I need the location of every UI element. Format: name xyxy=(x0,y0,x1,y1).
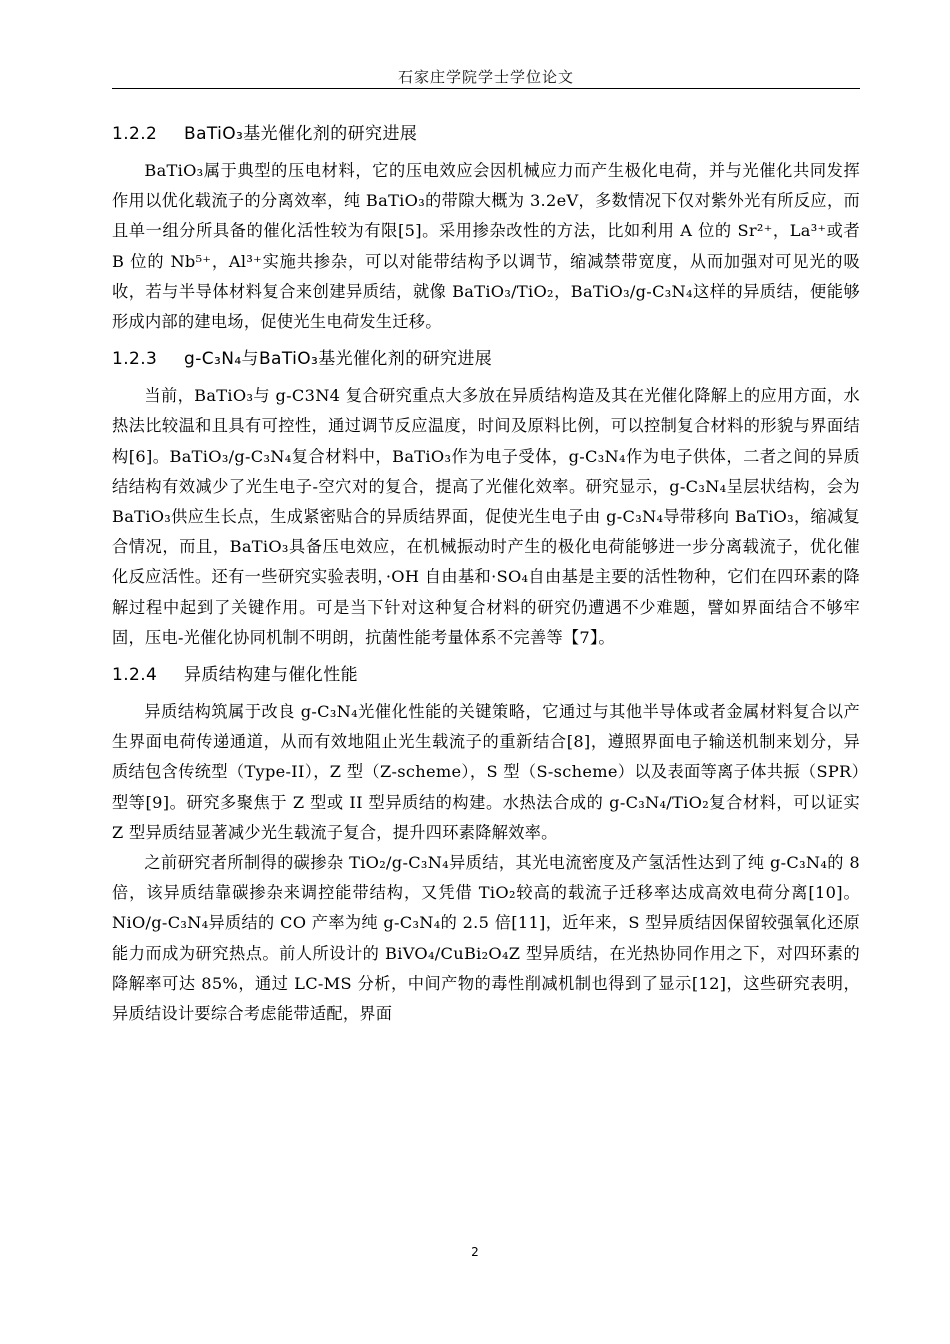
paragraph: 当前，BaTiO₃与 g‐C3N4 复合研究重点大多放在异质结构造及其在光催化降解上的应用方面，水热法比较温和且具有可控性，通过调节反应温度，时间及原料比例，可以控制复合材料的形貌与界面结构[6]。BaTiO₃/g-C₃N₄复合材料中，BaTiO₃作为电子受体，g-C₃N₄作为电子供体，二者之间的异质结结构有效减少了光生电子-空穴对的复合，提高了光催化效率。研究显示，g‐C₃N₄呈层状结构，会为 BaTiO₃供应生长点，生成紧密贴合的异质结界面，促使光生电子由 g‐C₃N₄导带移向 BaTiO₃，缩减复合情况，而且，BaTiO₃具备压电效应，在机械振动时产生的极化电荷能够进一步分离载流子，优化催化反应活性。还有一些研究实验表明，·OH 自由基和·SO₄自由基是主要的活性物种，它们在四环素的降解过程中起到了关键作用。可是当下针对这种复合材料的研究仍遭遇不少难题，譬如界面结合不够牢固，压电‐光催化协同机制不明朗，抗菌性能考量体系不完善等【7】。 xyxy=(112,386,860,647)
section-number: 1.2.2 xyxy=(112,124,158,144)
header-title: 石家庄学院学士学位论文 xyxy=(397,68,574,86)
paragraph: 之前研究者所制得的碳掺杂 TiO₂/g-C₃N₄异质结，其光电流密度及产氢活性达到了纯 g-C₃N₄的 8 倍，该异质结靠碳掺杂来调控能带结构，又凭借 TiO₂较高的载流子迁移率达成高效电荷分离[10]。NiO/g-C₃N₄异质结的 CO 产率为纯 g-C₃N₄的 2.5 倍[11]，近年来，S 型异质结因保留较强氧化还原能力而成为研究热点。前人所设计的 BiVO₄/CuBi₂O₄Z 型异质结，在光热协同作用之下，对四环素的降解率可达 85%，通过 LC‐MS 分析，中间产物的毒性削减机制也得到了显示[12]，这些研究表明，异质结设计要综合考虑能带适配，界面 xyxy=(112,853,860,1024)
section-number: 1.2.4 xyxy=(112,665,158,686)
section-title: 异质结构建与催化性能 xyxy=(184,665,358,686)
page-number: 2 xyxy=(471,1245,479,1259)
paragraph: 异质结构筑属于改良 g-C₃N₄光催化性能的关键策略，它通过与其他半导体或者金属材料复合以产生界面电荷传递通道，从而有效地阻止光生载流子的重新结合[8]，遵照界面电子输送机制来划分，异质结包含传统型（Type‐II），Z 型（Z‐scheme），S 型（S‐scheme）以及表面等离子体共振（SPR）型等[9]。研究多聚焦于 Z 型或 II 型异质结的构建。水热法合成的 g-C₃N₄/TiO₂复合材料，可以证实 Z 型异质结显著减少光生载流子复合，提升四环素降解效率。 xyxy=(112,702,860,842)
section-heading xyxy=(112,659,860,691)
page-header xyxy=(112,62,860,89)
section-number: 1.2.3 xyxy=(112,349,158,370)
section-heading xyxy=(112,118,860,150)
section-heading xyxy=(112,343,860,375)
section-title: g-C₃N₄与BaTiO₃基光催化剂的研究进展 xyxy=(184,349,493,370)
document-body xyxy=(112,112,860,1029)
section-title: BaTiO₃基光催化剂的研究进展 xyxy=(184,124,418,144)
paragraph: BaTiO₃属于典型的压电材料，它的压电效应会因机械应力而产生极化电荷，并与光催化共同发挥作用以优化载流子的分离效率，纯 BaTiO₃的带隙大概为 3.2eV，多数情况下仅对紫外光有所反应，而且单一组分所具备的催化活性较为有限[5]。采用掺杂改性的方法，比如利用 A 位的 Sr²⁺，La³⁺或者 B 位的 Nb⁵⁺，Al³⁺实施共掺杂，可以对能带结构予以调节，缩减禁带宽度，从而加强对可见光的吸收，若与半导体材料复合来创建异质结，就像 BaTiO₃/TiO₂，BaTiO₃/g‐C₃N₄这样的异质结，便能够形成内部的建电场，促使光生电荷发生迁移。 xyxy=(112,161,860,332)
